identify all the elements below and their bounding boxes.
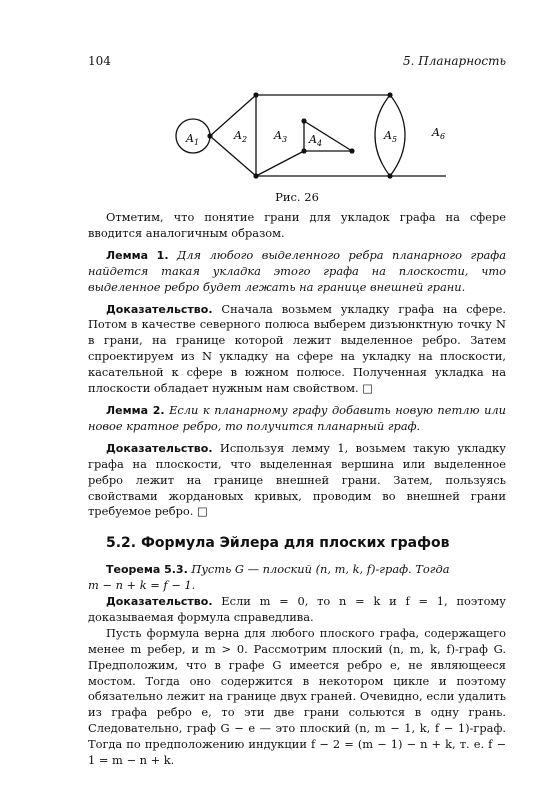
proof-text: Используя лемму 1, возьмем такую укладку графа на плоскости, что выделенная вершина или выделенное ребро лежит на границе внешней грани. Затем, пользуясь свойствами жордановых кривых, проводим во внешней грани требуемое ребро. □	[88, 440, 506, 519]
vertex	[301, 118, 306, 123]
theorem-statement: Пусть G — плоский (n, m, k, f)-граф. Тогда	[191, 562, 450, 577]
vertex	[253, 92, 258, 97]
proof-text: Сначала возьмем укладку графа на сфере. Потом в качестве северного полюса выберем дизъюнктную точку N в грани, на границе которой лежит выделенное ребро. Затем спроектируем из N укладку на сфере на укладку на плоскости, касательной к сфере в южном полюсе. Полученная укладка на плоскости обладает нужным нам свойством. □	[88, 301, 506, 396]
edge	[210, 95, 256, 136]
face-label-a1: $A_1$	[186, 132, 200, 147]
lemma-statement: Если к планарному графу добавить новую петлю или новое кратное ребро, то получится планарный граф.	[88, 402, 506, 433]
page-number: 104	[88, 54, 111, 68]
proof-heading: Доказательство.	[106, 441, 213, 455]
graph-diagram	[88, 84, 506, 194]
figure-caption: Рис. 26	[275, 190, 319, 204]
proof-1	[88, 302, 506, 397]
chapter-title: 5. Планарность	[402, 54, 506, 68]
theorem-heading: Теорема 5.3.	[106, 563, 188, 577]
proof-text: Если m = 0, то n = k и f = 1, поэтому доказываемая формула справедлива.	[88, 594, 506, 624]
proof-2	[88, 441, 506, 521]
edge	[256, 151, 304, 176]
lemma-heading: Лемма 2.	[106, 403, 165, 417]
euler-formula: m − n + k = f − 1.	[88, 578, 196, 593]
lemma-2	[88, 403, 506, 435]
face-label-a6: $A_6$	[432, 126, 446, 141]
vertex	[349, 148, 354, 153]
figure-26	[88, 84, 506, 194]
lemma-1	[88, 248, 506, 296]
running-head	[88, 54, 506, 70]
vertex	[387, 173, 392, 178]
theorem	[88, 562, 506, 578]
vertex	[253, 173, 258, 178]
face-label-a3: $A_3$	[274, 129, 288, 144]
proof-heading: Доказательство.	[106, 595, 213, 609]
face-label-a5: $A_5$	[384, 129, 398, 144]
proof-heading: Доказательство.	[106, 302, 213, 316]
face-label-a2: $A_2$	[234, 129, 248, 144]
vertex	[207, 133, 212, 138]
body-text	[88, 210, 506, 769]
lemma-statement: Для любого выделенного ребра планарного графа найдется такая укладка этого графа на плоскости, что выделенное ребро будет лежать на границе внешней грани.	[88, 247, 506, 294]
edge	[210, 136, 256, 176]
face-label-a4: $A_4$	[309, 133, 323, 148]
proof-3	[88, 594, 506, 626]
vertex	[387, 92, 392, 97]
paragraph: Пусть формула верна для любого плоского графа, содержащего менее m ребер, и m > 0. Рассмотрим плоский (n, m, k, f)-граф G. Предположим, что в графе G имеется ребро e, не являющееся мостом. Тогда оно содержится в некотором цикле и поэтому обязательно лежит на границе двух граней. Очевидно, если удалить из графа ребро e, то эти две грани сольются в одну грань. Следовательно, граф G − e — это плоский (n, m − 1, k, f − 1)-граф. Тогда по предположению индукции f − 2 = (m − 1) − n + k, т. е. f − 1 = m − n + k.	[88, 625, 506, 768]
paragraph: Отметим, что понятие грани для укладок графа на сфере вводится аналогичным образом.	[88, 210, 506, 240]
vertex	[301, 148, 306, 153]
lemma-heading: Лемма 1.	[106, 248, 169, 262]
section-heading: 5.2. Формула Эйлера для плоских графов	[106, 535, 450, 552]
